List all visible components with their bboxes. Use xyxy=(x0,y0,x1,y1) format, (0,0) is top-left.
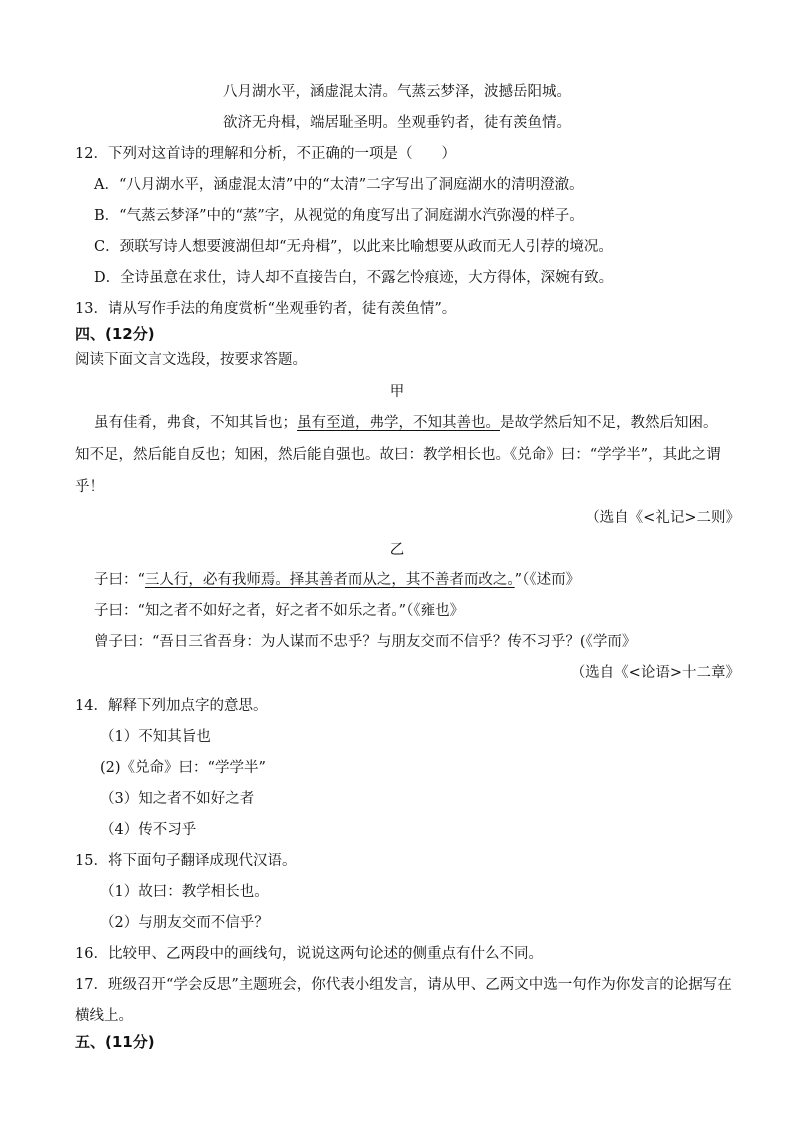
poem-line-1: 八月湖水平，涵虚混太清。气蒸云梦泽，波撼岳阳城。 xyxy=(223,84,571,100)
question-15-item-2: （2）与朋友交而不信乎？ xyxy=(100,915,269,931)
passage-jia-line-1 xyxy=(94,413,718,433)
question-12-option-a: A．“八月湖水平，涵虚混太清”中的“太清”二字写出了洞庭湖水的清明澄澈。 xyxy=(94,177,584,193)
question-17-line-1: 17．班级召开“学会反思”主题班会，你代表小组发言，请从甲、乙两文中选一句作为你发言的论据写在 xyxy=(75,977,732,993)
question-15-stem: 15．将下面句子翻译成现代汉语。 xyxy=(75,853,297,869)
section-4-instruction: 阅读下面文言文选段，按要求答题。 xyxy=(75,352,307,368)
passage-jia-line-3: 乎！ xyxy=(75,479,104,495)
passage-yi-line-1 xyxy=(94,570,580,590)
question-14-item-2: (2)《兑命》曰：“学学半” xyxy=(100,760,266,776)
question-12-option-d: D．全诗虽意在求仕，诗人却不直接告白，不露乞怜痕迹，大方得体，深婉有致。 xyxy=(94,270,614,286)
question-14-item-4: （4）传不习乎 xyxy=(100,822,197,838)
passage-yi-title: 乙 xyxy=(389,542,405,558)
passage-jia-underlined-sentence: 虽有至道，弗学，不知其善也。 xyxy=(297,415,500,431)
section-5-heading: 五、(11分) xyxy=(75,1033,155,1051)
question-14-stem: 14．解释下列加点字的意思。 xyxy=(75,698,268,714)
passage-yi-underlined-sentence: 三人行，必有我师焉。择其善者而从之，其不善者而改之。 xyxy=(144,572,515,588)
passage-yi-line-3: 曾子曰：“吾日三省吾身：为人谋而不忠乎？与朋友交而不信乎？传不习乎？(《学而》 xyxy=(94,634,637,650)
passage-jia-text: 虽有佳肴，弗食，不知其旨也； xyxy=(94,415,297,431)
passage-jia-source: （选自《<礼记>二则》 xyxy=(585,510,740,526)
passage-yi-text: ”（《述而》 xyxy=(514,572,581,588)
question-14-item-3: （3）知之者不如好之者 xyxy=(100,791,255,807)
question-15-item-1: （1）故曰：教学相长也。 xyxy=(100,884,269,900)
question-14-item-1: （1）不知其旨也 xyxy=(100,729,211,745)
passage-jia-line-2: 知不足，然后能自反也；知困，然后能自强也。故曰：教学相长也。《兑命》曰：“学学半”，其此之谓 xyxy=(75,447,721,463)
question-12-stem: 12．下列对这首诗的理解和分析，不正确的一项是（ ） xyxy=(75,146,456,162)
question-13: 13．请从写作手法的角度赏析“坐观垂钓者，徒有羡鱼情”。 xyxy=(75,301,457,317)
passage-jia-text: 是故学然后知不足，教然后知困。 xyxy=(500,415,718,431)
poem-line-2: 欲济无舟楫，端居耻圣明。坐观垂钓者，徒有羡鱼情。 xyxy=(223,115,571,131)
question-12-option-b: B．“气蒸云梦泽”中的“蒸”字，从视觉的角度写出了洞庭湖水汽弥漫的样子。 xyxy=(94,208,584,224)
passage-yi-line-2: 子曰：“知之者不如好之者，好之者不如乐之者。”（《雍也》 xyxy=(94,603,465,619)
question-12-option-c: C．颈联写诗人想要渡湖但却“无舟楫”，以此来比喻想要从政而无人引荐的境况。 xyxy=(94,239,613,255)
passage-yi-text: 子曰：“ xyxy=(94,572,145,588)
passage-jia-title: 甲 xyxy=(389,384,405,400)
question-16: 16．比较甲、乙两段中的画线句，说说这两句论述的侧重点有什么不同。 xyxy=(75,946,543,962)
question-17-line-2: 横线上。 xyxy=(75,1008,133,1024)
section-4-heading: 四、(12分) xyxy=(75,325,155,343)
passage-yi-source: （选自《<论语>十二章》 xyxy=(570,665,740,681)
